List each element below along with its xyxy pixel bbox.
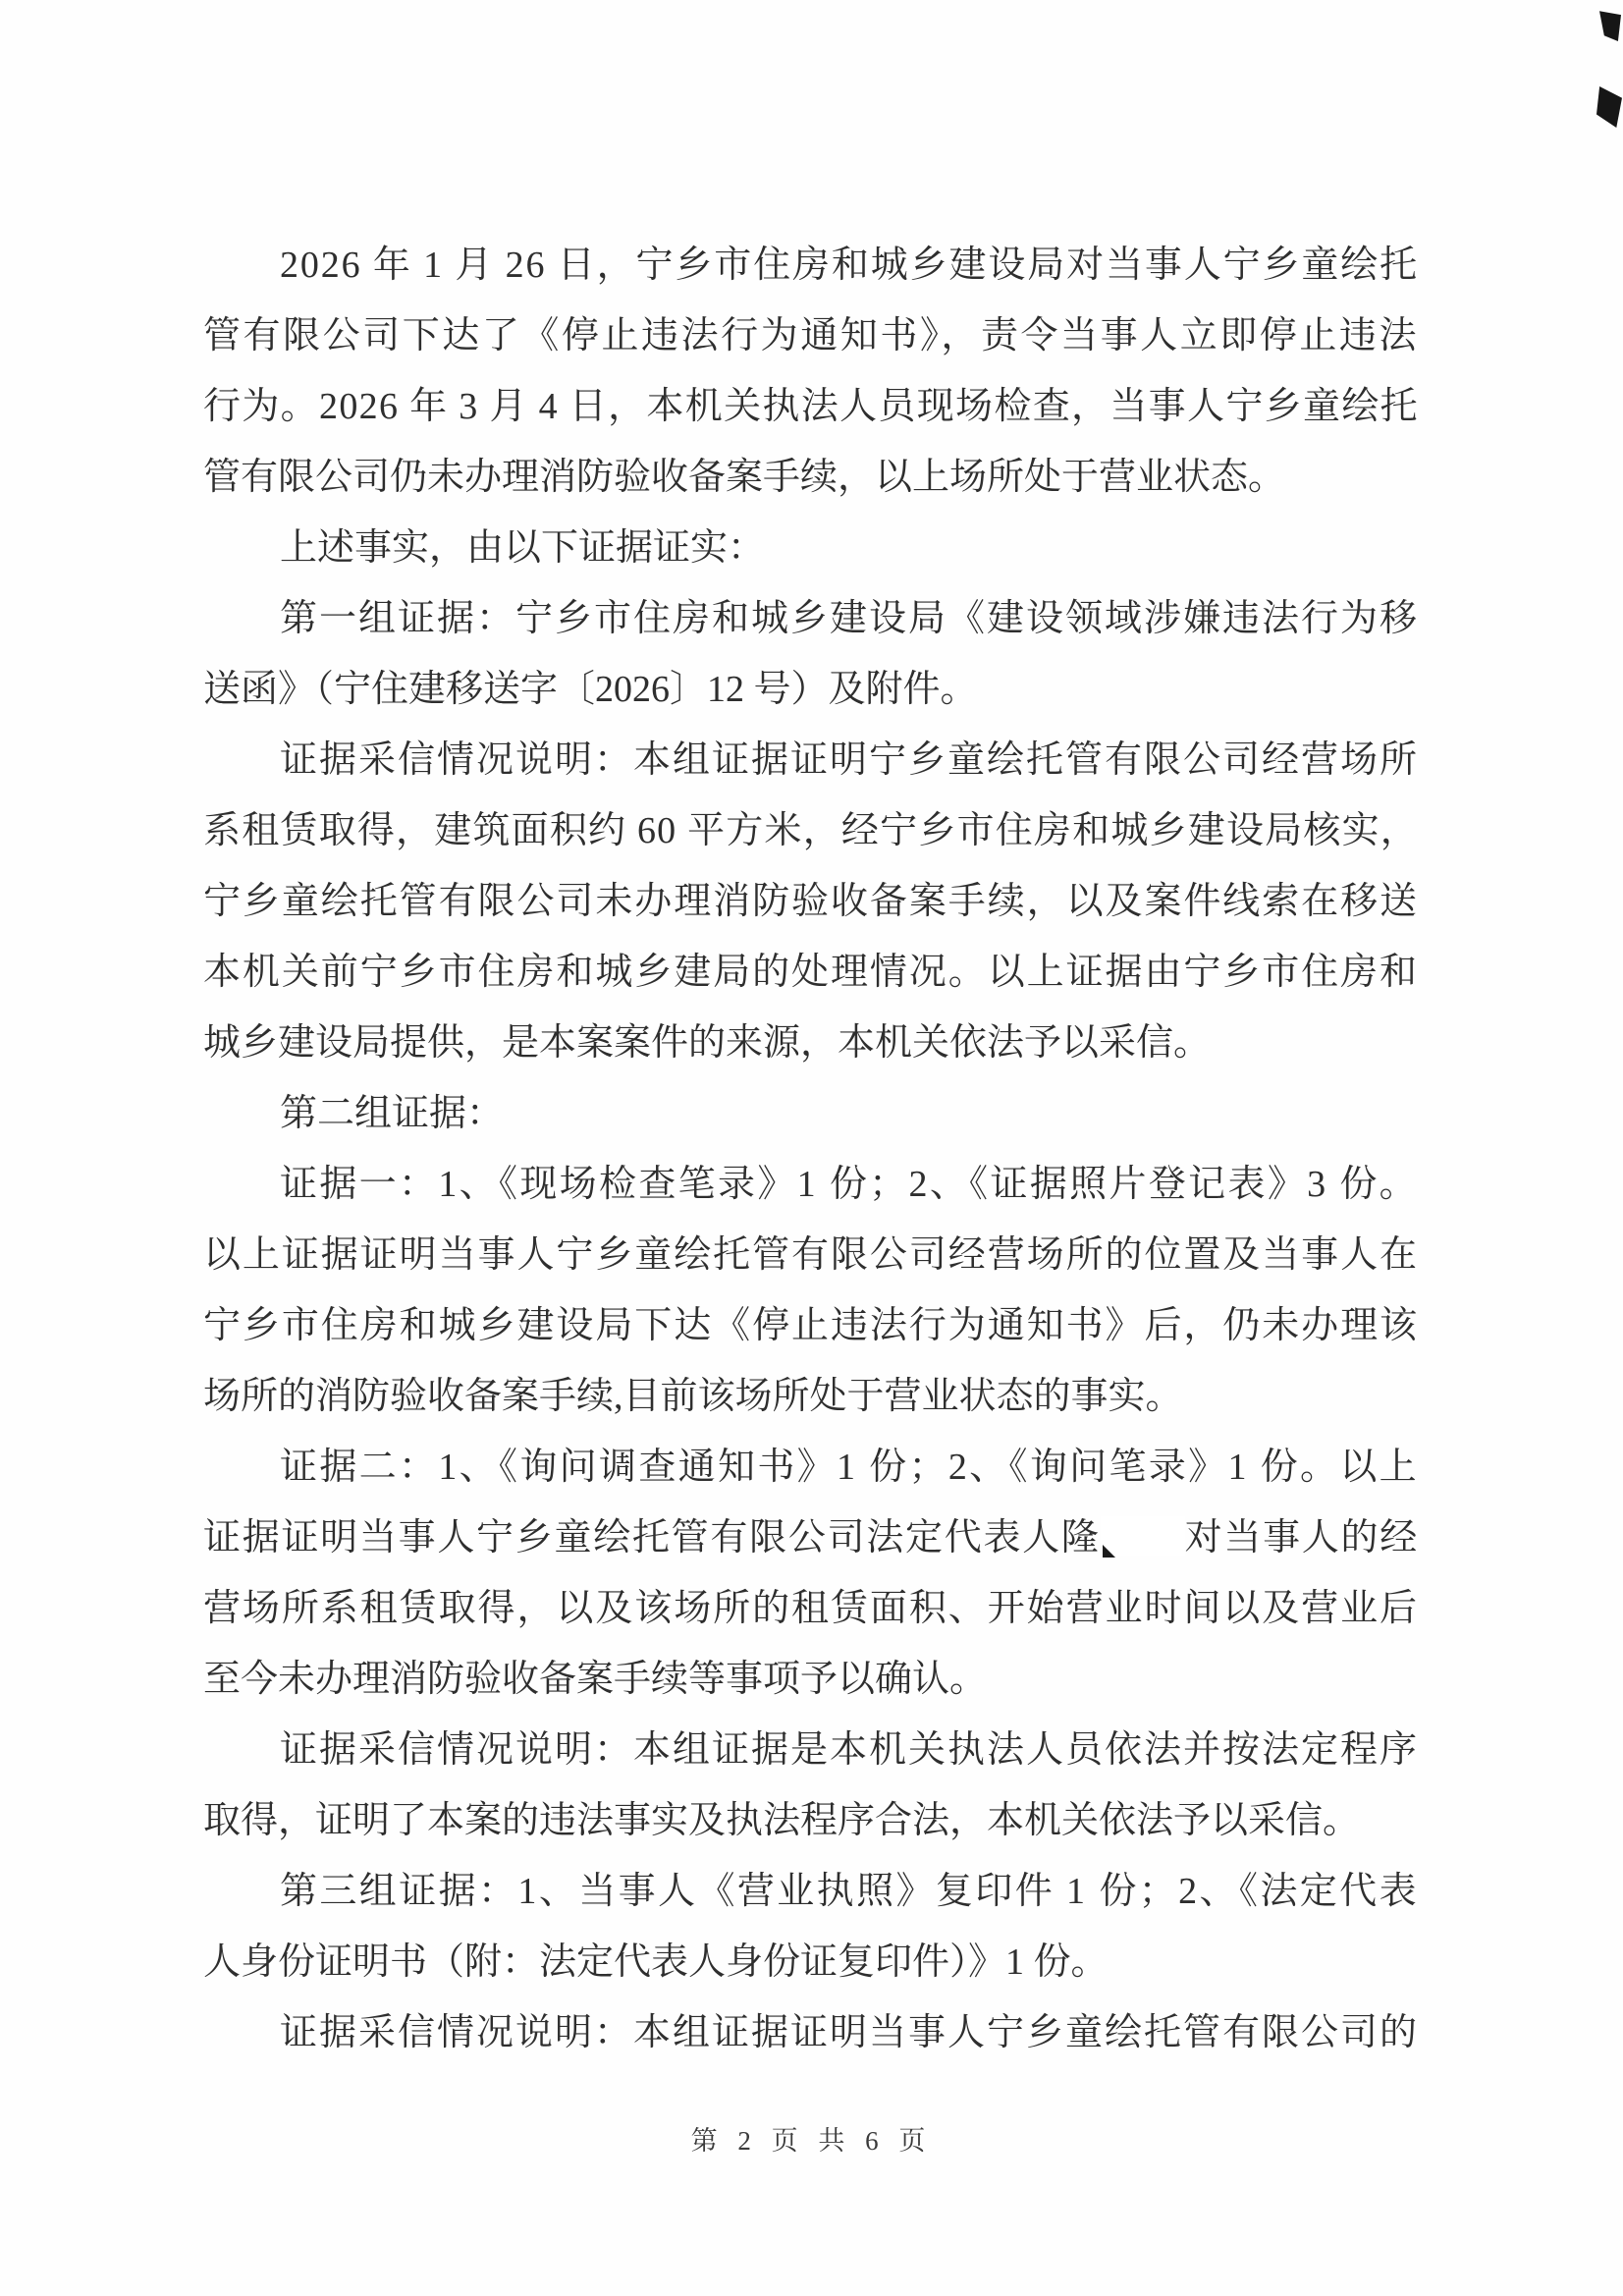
scan-artifact-mark [1599,10,1621,41]
line-text: 以上证据证明当事人宁乡童绘托管有限公司经营场所的位置及当事人在 [203,1234,1419,1276]
redaction-artifact [1103,1545,1115,1558]
body-line [203,937,1419,1008]
body-line [203,1644,1419,1715]
body-line [203,1078,1419,1149]
body-line [203,1432,1419,1503]
body-line [203,371,1419,442]
body-line [203,1361,1419,1432]
body-line [203,1290,1419,1361]
line-text: 取得，证明了本案的违法事实及执法程序合法，本机关依法予以采信。 [203,1800,1361,1841]
body-line [203,230,1419,301]
body-line [203,1573,1419,1644]
line-text: 2026 年 1 月 26 日，宁乡市住房和城乡建设局对当事人宁乡童绘托 [280,245,1419,286]
line-text: 本机关前宁乡市住房和城乡建局的处理情况。以上证据由宁乡市住房和 [203,952,1419,993]
body-line [203,1220,1419,1290]
line-text: 对当事人的经 [1184,1517,1419,1558]
line-text: 第三组证据：1、当事人《营业执照》复印件 1 份；2、《法定代表 [280,1871,1419,1912]
body-line [203,1715,1419,1785]
body-line [203,1008,1419,1078]
line-text: 宁乡市住房和城乡建设局下达《停止违法行为通知书》后，仍未办理该 [203,1305,1419,1346]
line-text: 行为。2026 年 3 月 4 日，本机关执法人员现场检查，当事人宁乡童绘托 [203,386,1419,427]
body-line [203,513,1419,583]
line-text: 营场所系租赁取得，以及该场所的租赁面积、开始营业时间以及营业后 [203,1588,1419,1629]
body-line [203,866,1419,937]
line-text: 证据证明当事人宁乡童绘托管有限公司法定代表人隆 [203,1517,1101,1558]
body-line [203,583,1419,654]
line-text: 场所的消防验收备案手续,目前该场所处于营业状态的事实。 [203,1376,1183,1417]
line-text: 第一组证据：宁乡市住房和城乡建设局《建设领域涉嫌违法行为移 [280,598,1419,639]
line-text: 管有限公司仍未办理消防验收备案手续，以上场所处于营业状态。 [203,457,1286,498]
redaction-box [1101,1516,1185,1556]
body-line [203,1149,1419,1220]
line-text: 送函》（宁住建移送字〔2026〕12 号）及附件。 [203,669,978,710]
page-footer: 第 2 页 共 6 页 [690,2126,933,2156]
line-text: 证据一：1、《现场检查笔录》1 份；2、《证据照片登记表》3 份。 [280,1164,1419,1205]
body-line [203,795,1419,866]
body-line [203,1997,1419,2068]
body-line [203,654,1419,725]
line-text: 人身份证明书（附：法定代表人身份证复印件）》1 份。 [203,1941,1109,1983]
line-text: 证据二：1、《询问调查通知书》1 份；2、《询问笔录》1 份。以上 [280,1447,1419,1488]
line-text: 宁乡童绘托管有限公司未办理消防验收备案手续，以及案件线索在移送 [203,881,1419,922]
body-line [203,1856,1419,1927]
document-body [203,230,1419,2068]
body-line [203,1785,1419,1856]
body-line [203,301,1419,371]
body-line [203,1927,1419,1997]
line-text: 证据采信情况说明：本组证据是本机关执法人员依法并按法定程序 [280,1729,1419,1771]
scan-artifact-mark [1596,86,1622,128]
line-text: 系租赁取得，建筑面积约 60 平方米，经宁乡市住房和城乡建设局核实， [203,810,1419,851]
line-text: 证据采信情况说明：本组证据证明当事人宁乡童绘托管有限公司的 [280,2012,1419,2053]
line-text: 上述事实，由以下证据证实： [280,527,766,569]
line-text: 至今未办理消防验收备案手续等事项予以确认。 [203,1659,988,1700]
line-text: 城乡建设局提供，是本案案件的来源，本机关依法予以采信。 [203,1022,1212,1064]
line-text: 证据采信情况说明：本组证据证明宁乡童绘托管有限公司经营场所 [280,739,1419,781]
body-line [203,725,1419,795]
line-text: 第二组证据： [280,1093,505,1134]
body-line-redacted [203,1503,1419,1573]
body-line [203,442,1419,513]
line-text: 管有限公司下达了《停止违法行为通知书》，责令当事人立即停止违法 [203,315,1419,356]
